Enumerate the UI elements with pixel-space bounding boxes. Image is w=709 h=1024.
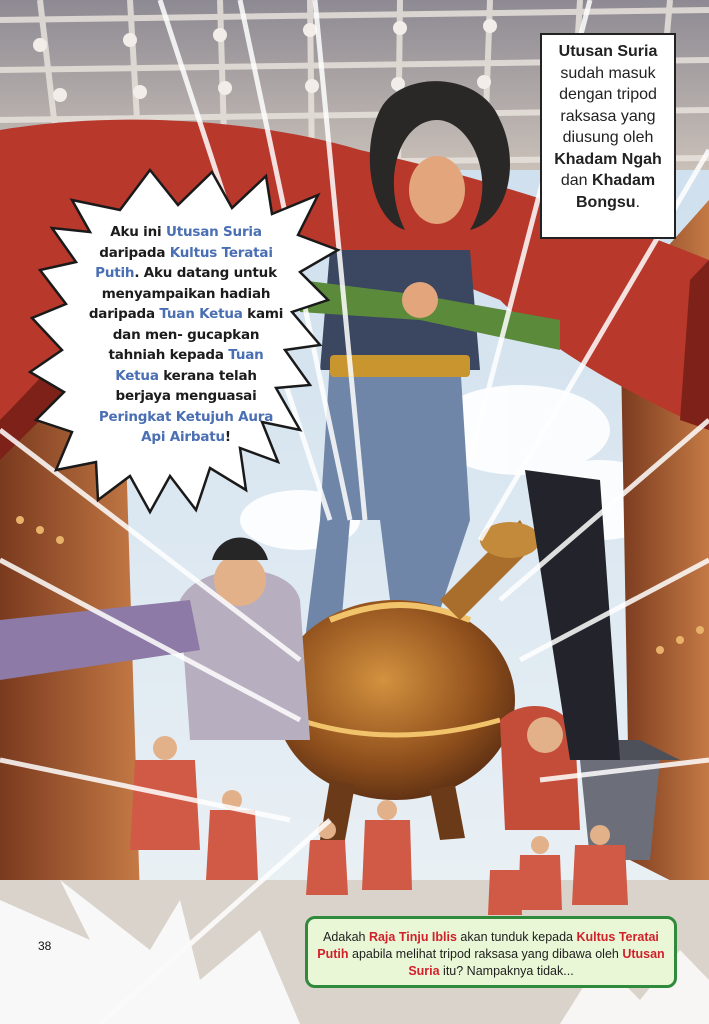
narration-part-3: apabila melihat tripod raksasa yang dibawa oleh: [348, 947, 623, 961]
caption-line-5: diusung oleh: [562, 129, 654, 146]
narration-part-2: akan tunduk kepada: [456, 930, 577, 944]
narration-highlight-3: Utusan Suria: [408, 947, 665, 978]
caption-line-7b: Khadam: [592, 172, 656, 189]
caption-line-7: dan: [560, 172, 588, 189]
narration-highlight-1: Raja Tinju Iblis: [368, 930, 457, 944]
page-number: 38: [38, 939, 52, 953]
caption-box: [540, 33, 676, 239]
speech-highlight-5: Peringkat Ketujuh Aura Api Airbatu: [98, 408, 274, 445]
speech-highlight-3: Tuan Ketua: [159, 306, 243, 322]
speech-text: [86, 222, 286, 448]
speech-part-1: Aku ini: [110, 224, 166, 240]
speech-part-4: kami dan men- gucapkan tahniah kepada: [108, 306, 284, 363]
speech-part-3: . Aku datang untuk menyampaikan hadiah daripada: [88, 265, 277, 322]
narration-part-1: Adakah: [323, 930, 369, 944]
speech-part-5: kerana telah berjaya menguasai: [115, 367, 257, 404]
speech-part-6: !: [224, 429, 231, 445]
caption-line-6: Khadam Ngah: [554, 150, 662, 168]
caption-line-8-end: .: [635, 193, 640, 211]
caption-line-3: dengan tripod: [559, 86, 657, 103]
narration-part-4: itu? Nampaknya tidak...: [439, 964, 574, 978]
speech-highlight-2: Kultus Teratai Putih: [95, 244, 273, 281]
narration-highlight-2: Kultus Teratai Putih: [317, 930, 659, 961]
caption-line-1: Utusan Suria: [558, 43, 658, 60]
caption-line-8: Bongsu: [576, 193, 636, 211]
speech-highlight-4: Tuan Ketua: [115, 347, 264, 384]
caption-line-2: sudah masuk: [560, 64, 656, 82]
caption-line-4: raksasa yang: [560, 107, 656, 125]
speech-highlight-1: Utusan Suria: [165, 224, 262, 240]
narration-box: [305, 916, 677, 988]
speech-part-2: daripada: [99, 244, 170, 261]
